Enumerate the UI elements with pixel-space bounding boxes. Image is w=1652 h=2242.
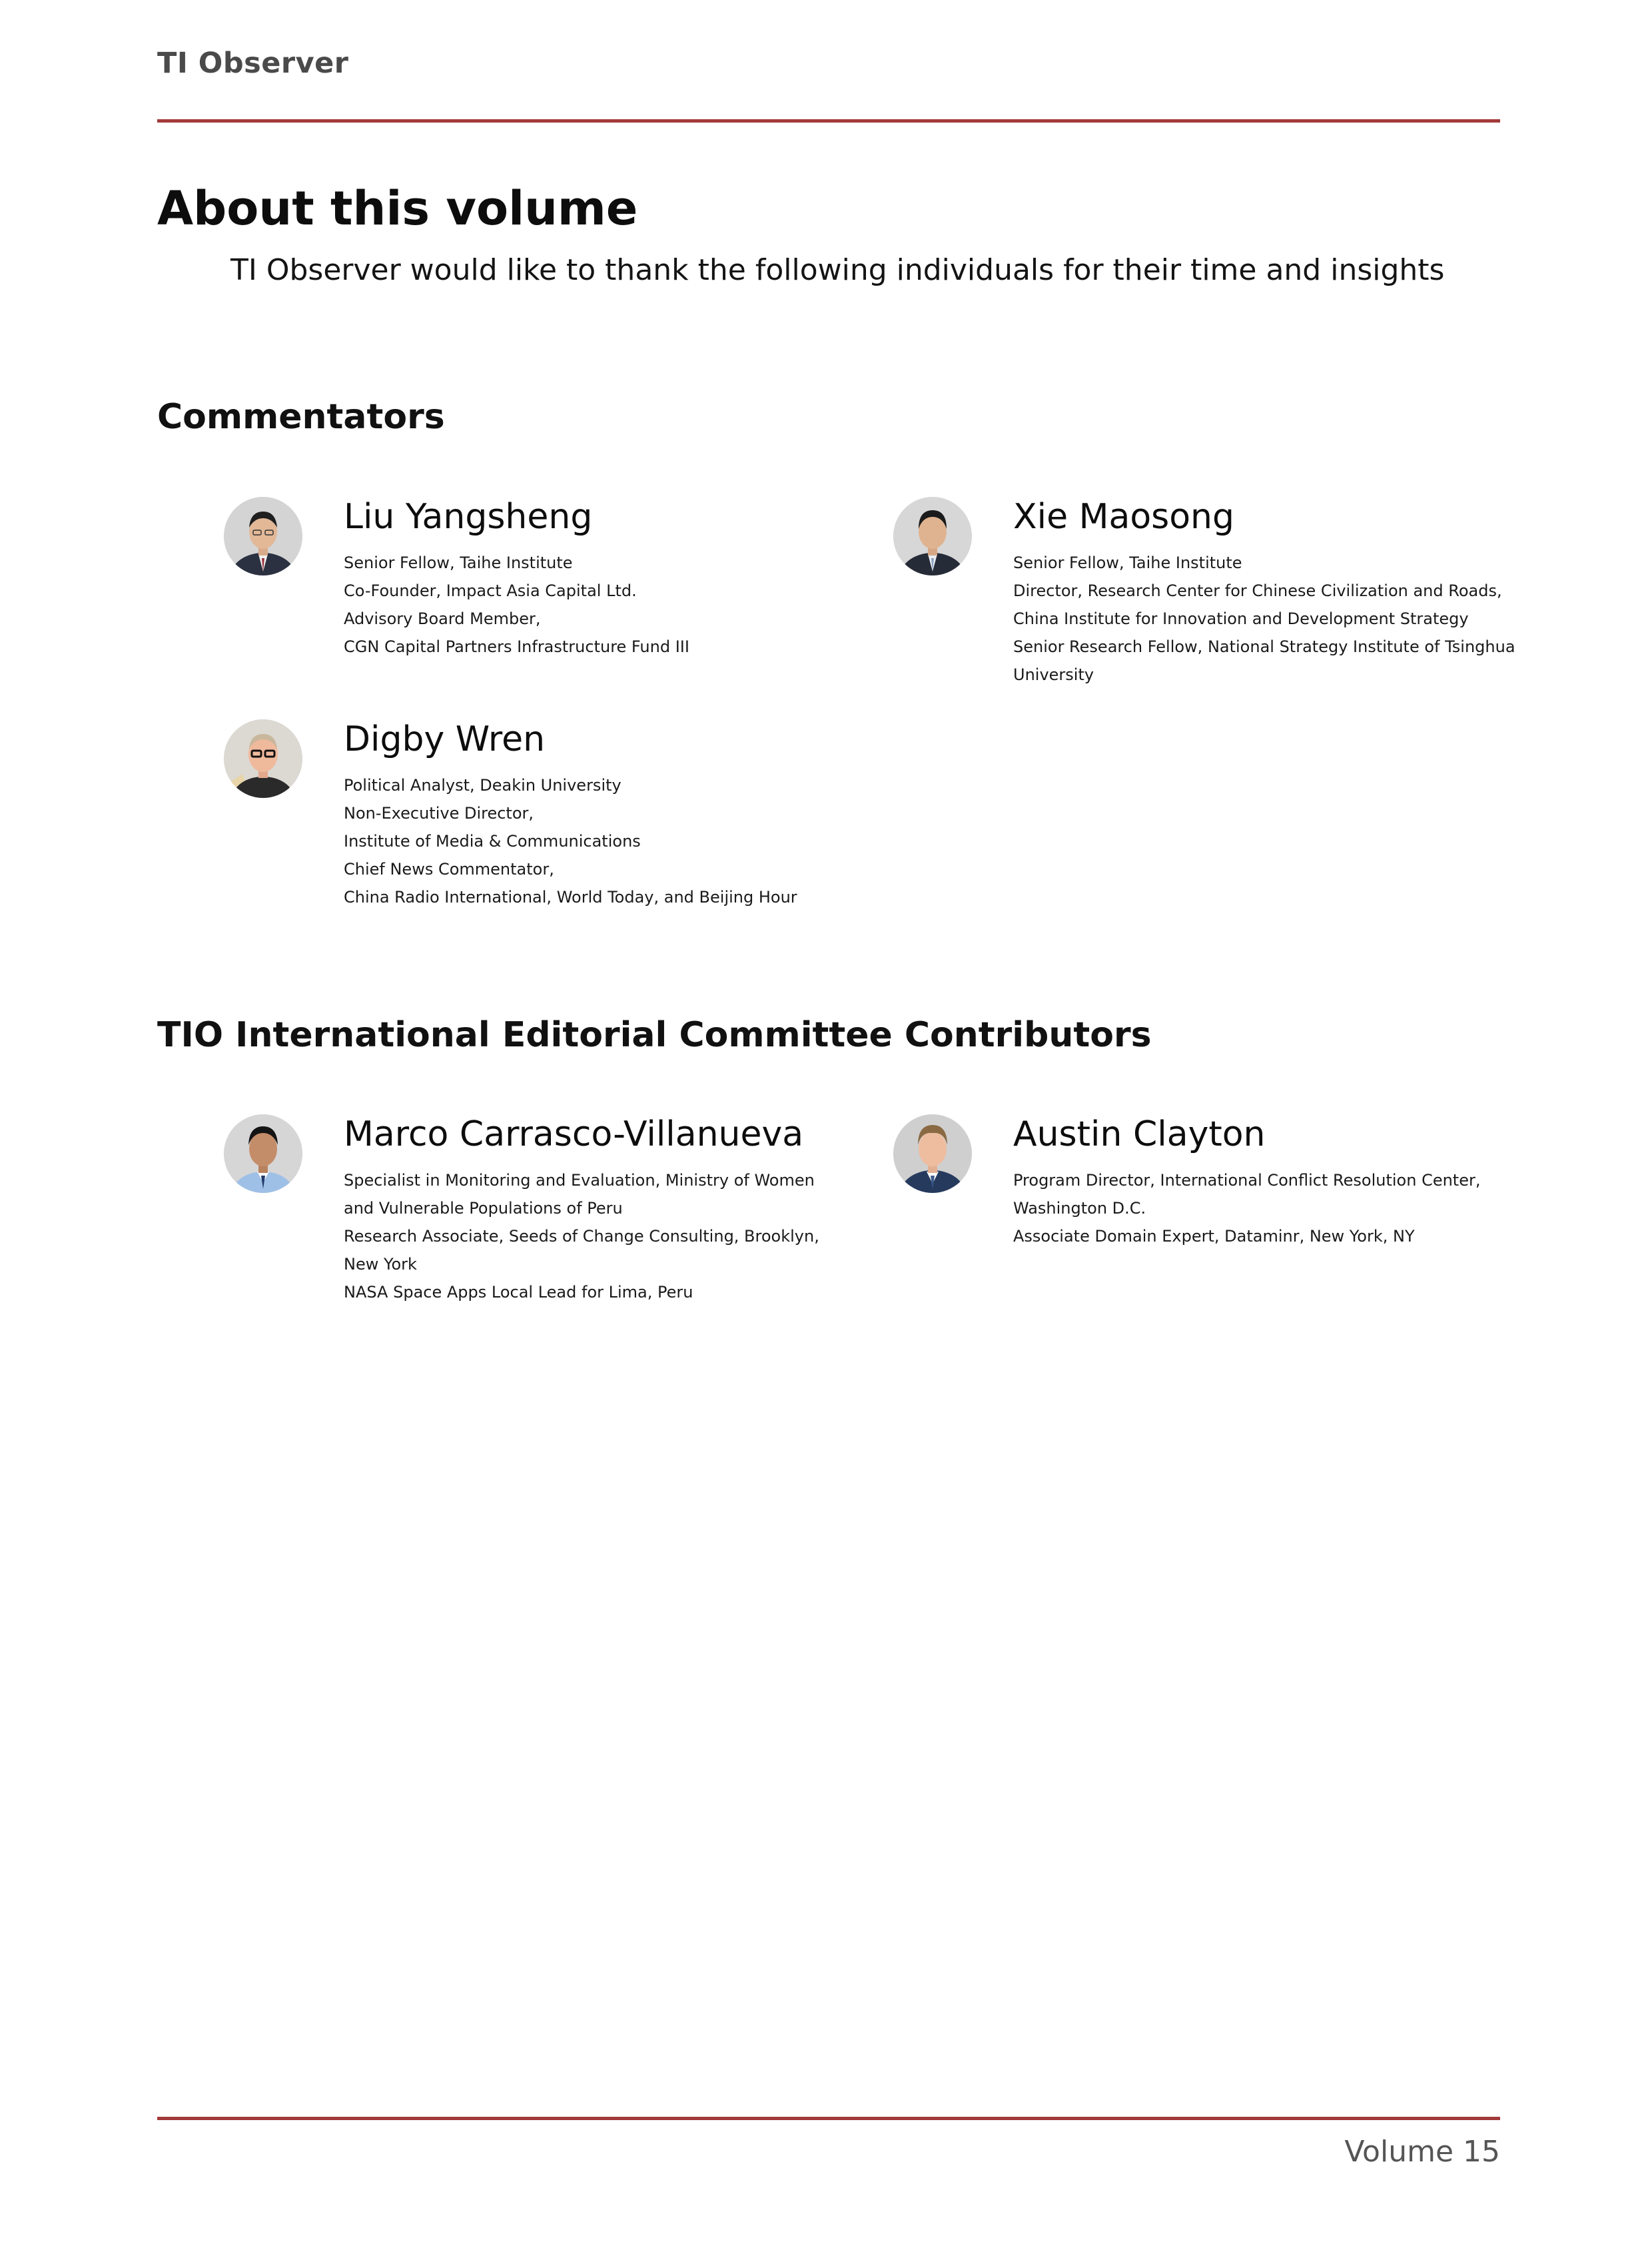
- role-line: China Institute for Innovation and Development Strategy: [1013, 609, 1469, 628]
- volume-number: Volume 15: [1344, 2135, 1500, 2169]
- role-line: CGN Capital Partners Infrastructure Fund III: [344, 637, 689, 656]
- role-line: Institute of Media & Communications: [344, 832, 641, 851]
- role-line: Washington D.C.: [1013, 1199, 1146, 1218]
- footer-rule: [157, 2117, 1500, 2120]
- role-line: Associate Domain Expert, Dataminr, New York, NY: [1013, 1227, 1415, 1246]
- portrait-photo-icon: [893, 497, 972, 575]
- role-line: Director, Research Center for Chinese Civilization and Roads,: [1013, 581, 1502, 600]
- portrait-photo-icon: [224, 719, 302, 798]
- portrait-photo-icon: [893, 1114, 972, 1193]
- portrait-photo: [224, 497, 302, 575]
- person-name: Digby Wren: [344, 719, 546, 759]
- person-name: Xie Maosong: [1013, 497, 1235, 537]
- role-line: Specialist in Monitoring and Evaluation, Ministry of Women: [344, 1171, 815, 1190]
- role-line: Political Analyst, Deakin University: [344, 776, 621, 795]
- header-brand: TI Observer: [157, 47, 349, 80]
- role-line: Senior Research Fellow, National Strategy Institute of Tsinghua: [1013, 637, 1515, 656]
- role-line: China Radio International, World Today, and Beijing Hour: [344, 888, 797, 907]
- intro-text: TI Observer would like to thank the following individuals for their time and insights: [230, 253, 1445, 287]
- role-line: University: [1013, 665, 1094, 684]
- portrait-photo: [893, 1114, 972, 1193]
- role-line: NASA Space Apps Local Lead for Lima, Peru: [344, 1283, 693, 1302]
- portrait-photo: [224, 1114, 302, 1193]
- role-line: Non-Executive Director,: [344, 804, 534, 823]
- role-line: Research Associate, Seeds of Change Consulting, Brooklyn,: [344, 1227, 819, 1246]
- person-roles: [344, 1166, 819, 1306]
- role-line: Program Director, International Conflict Resolution Center,: [1013, 1171, 1481, 1190]
- role-line: Chief News Commentator,: [344, 860, 554, 879]
- person-name: Marco Carrasco-Villanueva: [344, 1114, 804, 1154]
- role-line: Co-Founder, Impact Asia Capital Ltd.: [344, 581, 637, 600]
- role-line: and Vulnerable Populations of Peru: [344, 1199, 623, 1218]
- portrait-photo-icon: [224, 497, 302, 575]
- person-roles: [344, 771, 797, 911]
- page-title: About this volume: [157, 181, 638, 236]
- header-rule: [157, 119, 1500, 123]
- role-line: Senior Fellow, Taihe Institute: [1013, 554, 1242, 572]
- portrait-photo: [224, 719, 302, 798]
- person-roles: [1013, 1166, 1480, 1250]
- role-line: Senior Fellow, Taihe Institute: [344, 554, 573, 572]
- section-title-contributors: TIO International Editorial Committee Contributors: [157, 1015, 1152, 1055]
- portrait-photo-icon: [224, 1114, 302, 1193]
- person-roles: [344, 549, 689, 661]
- role-line: New York: [344, 1255, 417, 1274]
- person-name: Austin Clayton: [1013, 1114, 1266, 1154]
- portrait-photo: [893, 497, 972, 575]
- section-title-commentators: Commentators: [157, 397, 445, 437]
- person-roles: [1013, 549, 1515, 689]
- person-name: Liu Yangsheng: [344, 497, 593, 537]
- role-line: Advisory Board Member,: [344, 609, 541, 628]
